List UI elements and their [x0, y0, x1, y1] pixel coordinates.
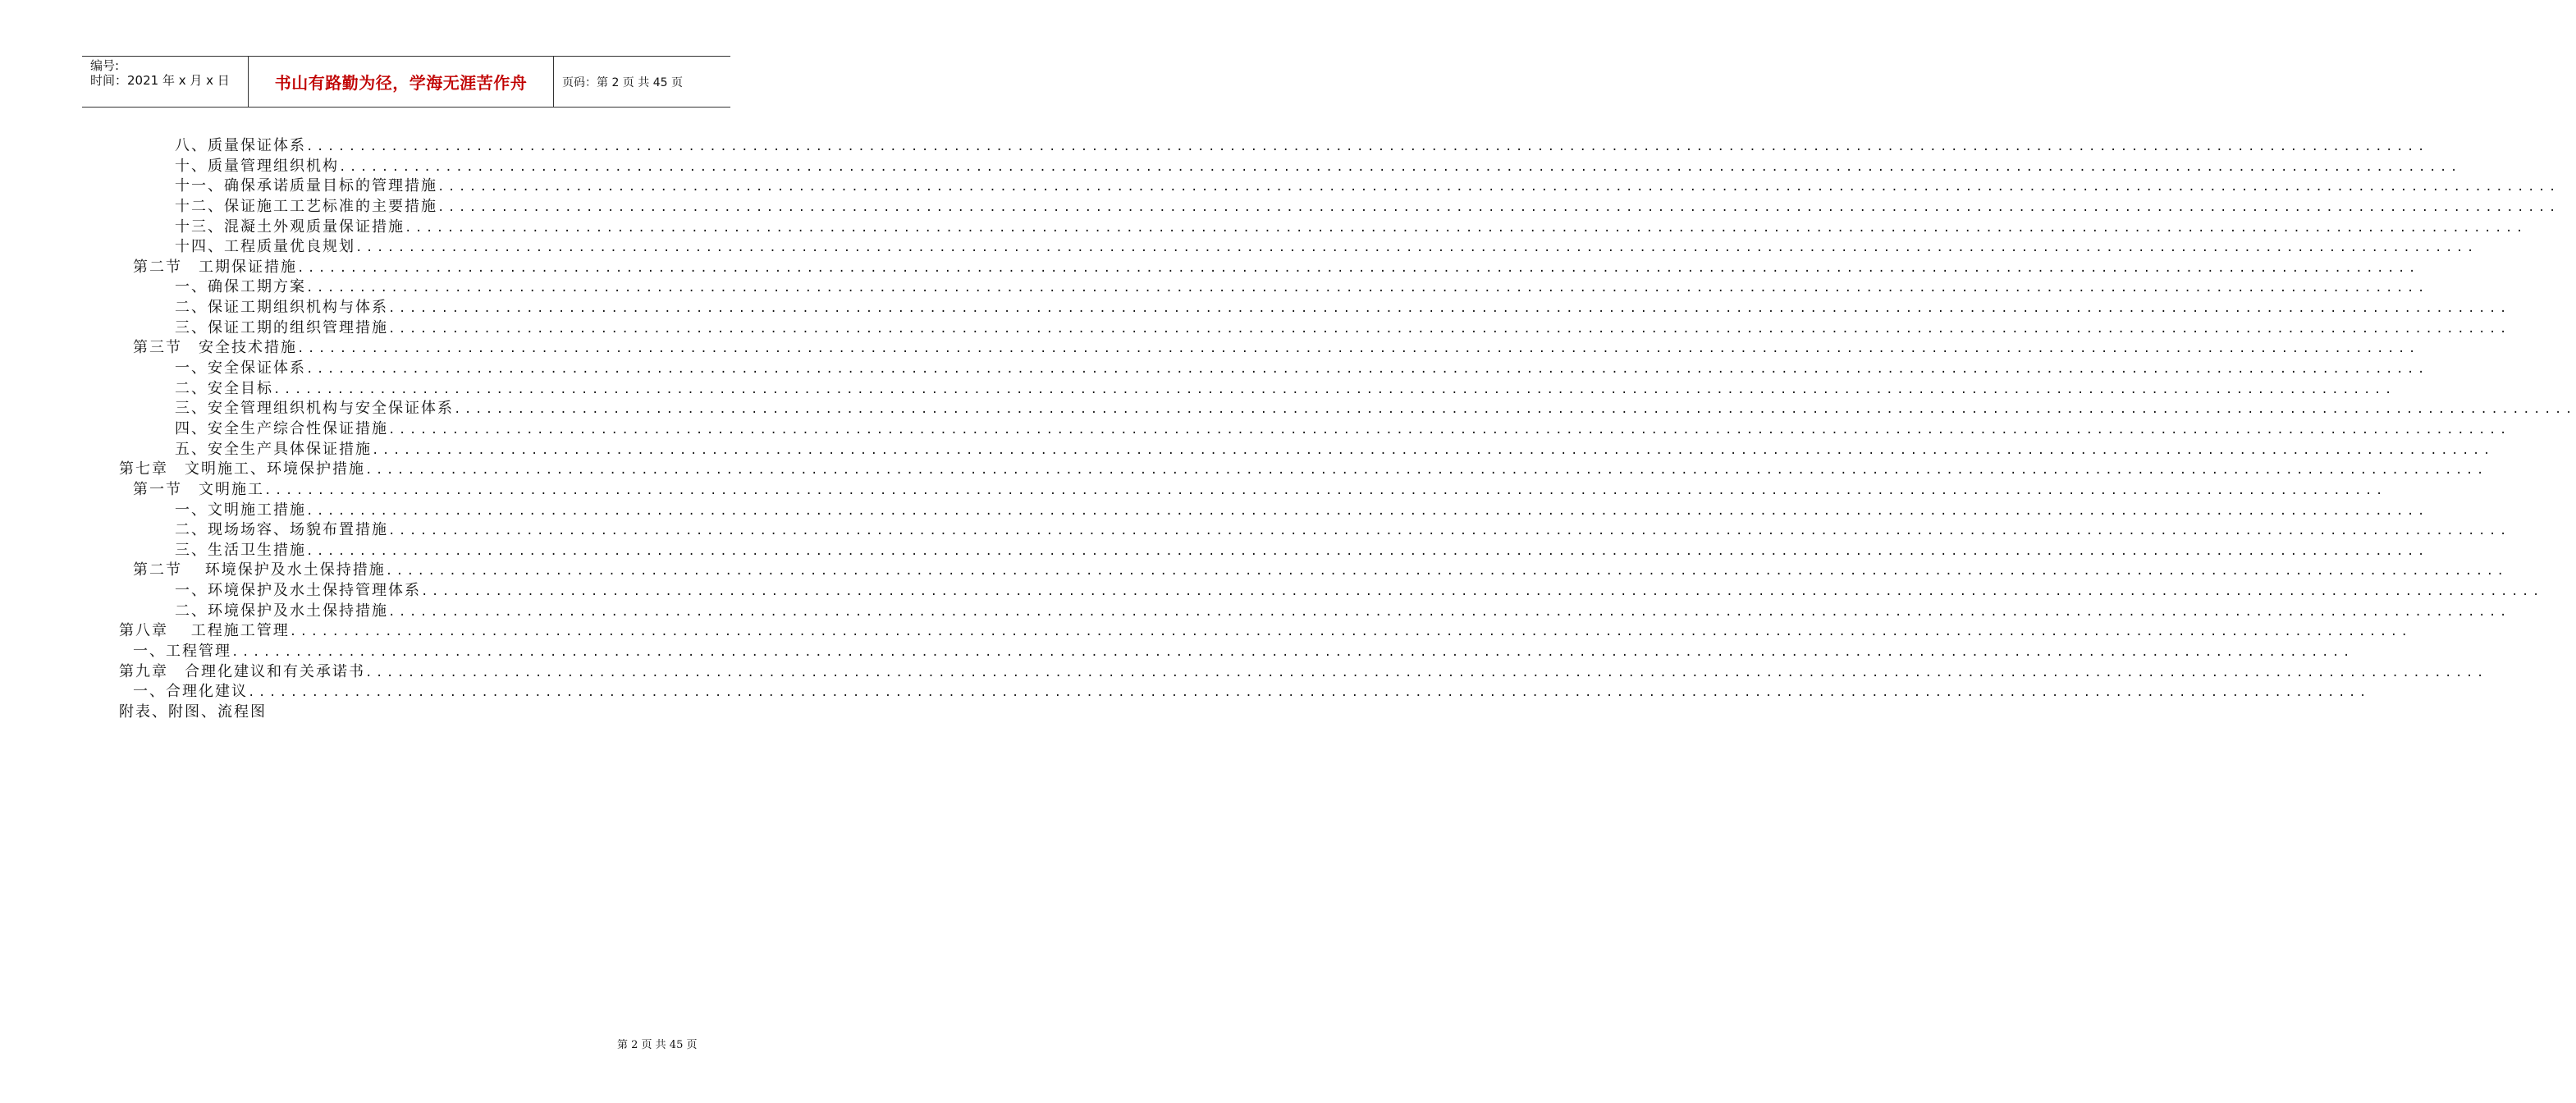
toc-entry: [0, 157, 2461, 177]
toc-entry-line: [175, 359, 2428, 379]
toc-entry-line: [119, 703, 267, 722]
toc-dot-leader: ........................................................................................................................................................................................................: [306, 281, 2428, 295]
toc-entry-text: 十一、确保承诺质量目标的管理措施: [175, 177, 437, 195]
toc-entry: [0, 682, 2370, 703]
page-header: [82, 56, 730, 108]
toc-entry: [0, 440, 2494, 460]
toc-entry: [0, 298, 2510, 318]
toc-entry-text: 二、保证工期组织机构与体系: [175, 299, 388, 317]
toc-entry: [0, 277, 2428, 298]
toc-dot-leader: ........................................................................................................................................................................................................: [454, 403, 2576, 417]
toc-entry: [0, 419, 2510, 440]
toc-entry-text: 第二节 工期保证措施: [133, 258, 297, 276]
toc-entry: [0, 662, 2487, 683]
table-of-contents: [0, 136, 2576, 723]
toc-entry: [0, 703, 780, 723]
toc-entry-line: [119, 460, 2487, 480]
toc-entry: [0, 520, 2510, 541]
toc-entry-text: 一、文明施工措施: [175, 501, 306, 519]
toc-entry-text: 一、合理化建议: [133, 683, 248, 701]
document-number-label: 编号:: [90, 58, 120, 73]
toc-entry-line: [175, 440, 2494, 460]
toc-entry-line: [175, 197, 2560, 217]
toc-entry-line: [133, 338, 2419, 359]
toc-entry: [0, 379, 2395, 400]
toc-entry: [0, 136, 2428, 157]
toc-entry-line: [175, 419, 2510, 440]
toc-dot-leader: ........................................................................................................................................................................................................: [289, 625, 2412, 639]
toc-entry-line: [119, 621, 2412, 642]
toc-dot-leader: ........................................................................................................................................................................................................: [365, 464, 2487, 478]
toc-entry-text: 四、安全生产综合性保证措施: [175, 419, 388, 437]
toc-dot-leader: ........................................................................................................................................................................................................: [388, 605, 2510, 619]
toc-dot-leader: ........................................................................................................................................................................................................: [264, 483, 2386, 497]
toc-entry-line: [175, 176, 2560, 197]
toc-entry-text: 二、安全目标: [175, 379, 273, 397]
toc-entry-line: [175, 520, 2510, 541]
toc-entry-text: 十四、工程质量优良规划: [175, 238, 355, 256]
toc-entry: [0, 480, 2386, 501]
toc-entry: [0, 621, 2412, 642]
toc-dot-leader: ........................................................................................................................................................................................................: [437, 200, 2560, 214]
toc-entry: [0, 197, 2560, 217]
toc-entry: [0, 460, 2487, 480]
toc-entry-line: [175, 399, 2576, 419]
toc-entry-text: 八、质量保证体系: [175, 137, 306, 154]
toc-dot-leader: ........................................................................................................................................................................................................: [306, 544, 2428, 558]
toc-entry-text: 一、确保工期方案: [175, 278, 306, 296]
toc-dot-leader: ........................................................................................................................................................................................................: [405, 221, 2527, 235]
toc-dot-leader: ........................................................................................................................................................................................................: [388, 322, 2510, 336]
toc-entry-text: 第二节 环境保护及水土保持措施: [133, 561, 386, 579]
toc-entry-text: 三、生活卫生措施: [175, 541, 306, 559]
header-motto: 书山有路勤为径，学海无涯苦作舟: [274, 73, 528, 93]
toc-entry-text: 二、现场场容、场貌布置措施: [175, 521, 388, 539]
toc-entry-text: 五、安全生产具体保证措施: [175, 440, 372, 458]
toc-entry-line: [175, 277, 2428, 298]
toc-dot-leader: ........................................................................................................................................................................................................: [306, 140, 2428, 153]
toc-entry-line: [133, 258, 2419, 278]
toc-entry-line: [175, 136, 2428, 157]
toc-dot-leader: ........................................................................................................................................................................................................: [388, 302, 2510, 316]
header-motto-cell: [248, 57, 554, 107]
toc-entry-line: [175, 298, 2510, 318]
document-time-label: 时间：2021 年 x 月 x 日: [90, 73, 230, 88]
toc-dot-leader: ........................................................................................................................................................................................................: [385, 565, 2508, 579]
toc-entry-text: 第八章 工程施工管理: [119, 622, 290, 640]
toc-entry-text: 第一节 文明施工: [133, 480, 264, 498]
toc-entry: [0, 501, 2428, 521]
toc-entry-line: [133, 561, 2508, 581]
toc-entry: [0, 318, 2510, 339]
toc-entry-text: 第七章 文明施工、环境保护措施: [119, 460, 365, 478]
toc-entry-text: 三、保证工期的组织管理措施: [175, 318, 388, 336]
toc-entry-line: [175, 501, 2428, 521]
toc-entry-line: [175, 157, 2461, 177]
toc-dot-leader: ........................................................................................................................................................................................................: [388, 423, 2510, 437]
toc-entry: [0, 338, 2419, 359]
toc-entry-line: [175, 217, 2527, 238]
toc-dot-leader: ........................................................................................................................................................................................................: [365, 666, 2487, 680]
toc-entry-line: [133, 682, 2370, 703]
toc-entry-text: 一、安全保证体系: [175, 359, 306, 378]
toc-entry-line: [133, 642, 2354, 662]
toc-dot-leader: ........................................................................................................................................................................................................: [297, 261, 2419, 275]
toc-dot-leader: ........................................................................................................................................................................................................: [355, 241, 2478, 255]
toc-entry-line: [175, 581, 2543, 602]
toc-entry-text: 第九章 合理化建议和有关承诺书: [119, 662, 365, 680]
toc-entry: [0, 176, 2560, 197]
toc-dot-leader: ........................................................................................................................................................................................................: [306, 363, 2428, 377]
toc-entry: [0, 258, 2419, 278]
header-page-label: 页码：第 2 页 共 45 页: [562, 76, 683, 89]
toc-dot-leader: ........................................................................................................................................................................................................: [437, 181, 2560, 195]
toc-dot-leader: ........................................................................................................................................................................................................: [273, 382, 2395, 396]
toc-entry-text: 十二、保证施工工艺标准的主要措施: [175, 197, 437, 215]
toc-entry-text: 三、安全管理组织机构与安全保证体系: [175, 400, 454, 418]
toc-entry: [0, 359, 2428, 379]
toc-entry: [0, 399, 2576, 419]
toc-entry-text: 一、环境保护及水土保持管理体系: [175, 582, 421, 600]
toc-entry-text: 第三节 安全技术措施: [133, 339, 297, 357]
toc-entry-line: [175, 379, 2395, 400]
page-footer: 第 2 页 共 45 页: [617, 1039, 698, 1051]
toc-entry-text: 二、环境保护及水土保持措施: [175, 602, 388, 620]
toc-dot-leader: ........................................................................................................................................................................................................: [372, 443, 2494, 457]
toc-entry-line: [175, 541, 2428, 561]
toc-dot-leader: ........................................................................................................................................................................................................: [306, 504, 2428, 518]
header-meta-cell: [82, 57, 248, 107]
toc-dot-leader: ........................................................................................................................................................................................................: [248, 686, 2370, 700]
toc-entry: [0, 642, 2354, 662]
toc-entry: [0, 217, 2527, 238]
toc-entry: [0, 602, 2510, 622]
toc-entry: [0, 237, 2478, 258]
toc-entry-line: [133, 480, 2386, 501]
toc-entry-line: [175, 602, 2510, 622]
toc-dot-leader: ........................................................................................................................................................................................................: [339, 160, 2461, 174]
toc-dot-leader: ........................................................................................................................................................................................................: [231, 646, 2354, 660]
toc-entry-text: 十三、混凝土外观质量保证措施: [175, 217, 405, 236]
toc-entry-text: 附表、附图、流程图: [119, 703, 267, 721]
toc-dot-leader: ........................................................................................................................................................................................................: [421, 585, 2543, 599]
toc-entry-line: [175, 318, 2510, 339]
toc-entry-line: [175, 237, 2478, 258]
toc-dot-leader: ........................................................................................................................................................................................................: [297, 342, 2419, 356]
toc-entry: [0, 581, 2543, 602]
toc-entry: [0, 541, 2428, 561]
toc-entry: [0, 561, 2508, 581]
toc-entry-line: [119, 662, 2487, 683]
toc-entry-text: 一、工程管理: [133, 643, 231, 661]
header-page-cell: [554, 57, 730, 107]
toc-dot-leader: ........................................................................................................................................................................................................: [388, 524, 2510, 538]
toc-entry-text: 十、质量管理组织机构: [175, 157, 339, 175]
